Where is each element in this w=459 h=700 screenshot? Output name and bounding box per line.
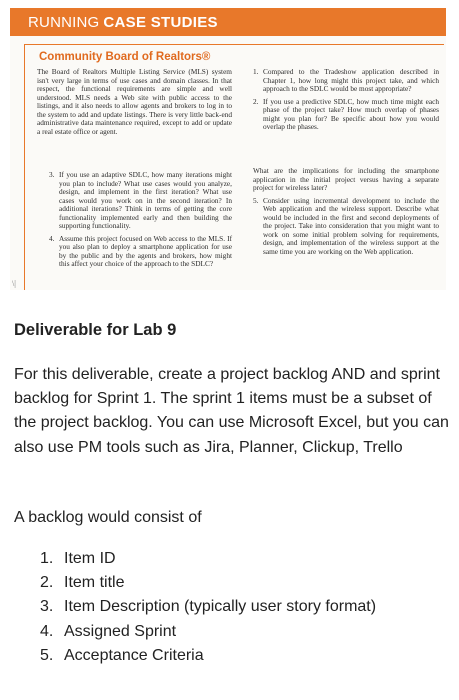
question-4 — [49, 235, 232, 269]
question-4-continued — [253, 167, 439, 193]
textbook-excerpt-image — [10, 8, 446, 290]
question-5 — [253, 197, 439, 257]
banner-running-text: RUNNING — [28, 13, 100, 31]
question-text: Compared to the Tradeshow application described in Chapter 1, how long might this project take, and which approach to the SDLC would be most appropriate? — [263, 67, 439, 94]
question-number: 5. — [253, 195, 259, 205]
question-number: 4. — [49, 233, 55, 243]
page-margin-mark: \| — [12, 279, 16, 288]
list-number: 2. — [40, 574, 54, 592]
list-item — [40, 595, 376, 619]
list-text: Acceptance Criteria — [64, 646, 204, 664]
list-text: Item title — [64, 574, 125, 592]
question-text: If you use a predictive SDLC, how much time might each phase of the project take? How much overlap of phases might you plan for? Be specific about how you would overlap the phases. — [263, 96, 439, 132]
case-studies-banner — [10, 8, 446, 36]
list-item — [40, 571, 376, 595]
question-text: If you use an adaptive SDLC, how many iterations might you plan to include? What use cases would you analyze, design, and implement in the first iteration? What use cases would you work on in the second iteration? In additional iterations? Think in terms of getting the core functionality implemented early and then building the supporting functionality. — [59, 170, 232, 231]
list-text: Assigned Sprint — [64, 622, 177, 640]
list-item — [40, 547, 376, 571]
list-number: 5. — [40, 646, 54, 664]
deliverable-instructions: For this deliverable, create a project backlog AND and sprint backlog for Sprint 1. The sprint 1 items must be a subset of the project backlog. You can use Microsoft Excel, but you can also use PM tools such as Jira, Planner, Clickup, Trello — [14, 366, 449, 456]
list-number: 3. — [40, 598, 54, 616]
list-number: 4. — [40, 622, 54, 640]
case-study-questions-right — [253, 68, 439, 136]
case-study-panel — [24, 44, 444, 290]
question-2 — [253, 98, 439, 132]
list-text: Item Description (typically user story format) — [64, 598, 377, 616]
question-number: 3. — [49, 170, 55, 179]
list-item — [40, 644, 376, 668]
case-study-questions-left — [49, 171, 232, 273]
intro-text: The Board of Realtors Multiple Listing Service (MLS) system isn't very large in terms of use cases and domain classes. In that respect, the functional requirements are simple and well understood. MLS needs a Web site with public access to the listings, and it also needs to allow agents and brokers to log in to the system to add and update listings. There is very little back-end administrative data maintenance required, except to add or update a real estate office or agent. — [37, 67, 232, 136]
backlog-fields-list — [40, 547, 376, 668]
list-text: Item ID — [64, 550, 116, 567]
question-3 — [49, 171, 232, 231]
question-text: Consider using incremental development to include the Web application and the wireless support. Describe what would be included in the first and second deployments of the project. Take into consideration that you might want to work on some initial problem solving for requirements, design, and implementation of the wireless support at the same time you are working on the Web application. — [263, 195, 439, 256]
banner-case-studies-text: CASE STUDIES — [103, 13, 218, 31]
case-study-title: Community Board of Realtors® — [39, 51, 211, 63]
question-text: What are the implications for including the smartphone application in the initial project versus having a separate project for wireless later? — [253, 166, 439, 193]
question-1 — [253, 68, 439, 94]
question-text: Assume this project focused on Web access to the MLS. If you also plan to deploy a smartphone application for use by the public and by the agents and brokers, how might this affect your choice of the approach to the SDLC? — [59, 233, 232, 269]
case-study-questions-right-lower — [253, 167, 439, 260]
question-number: 1. — [253, 67, 259, 76]
backlog-intro: A backlog would consist of — [14, 509, 202, 526]
deliverable-heading: Deliverable for Lab 9 — [14, 321, 177, 339]
case-study-intro — [37, 68, 232, 136]
list-number: 1. — [40, 550, 54, 567]
list-item — [40, 620, 376, 644]
question-number: 2. — [253, 96, 259, 106]
